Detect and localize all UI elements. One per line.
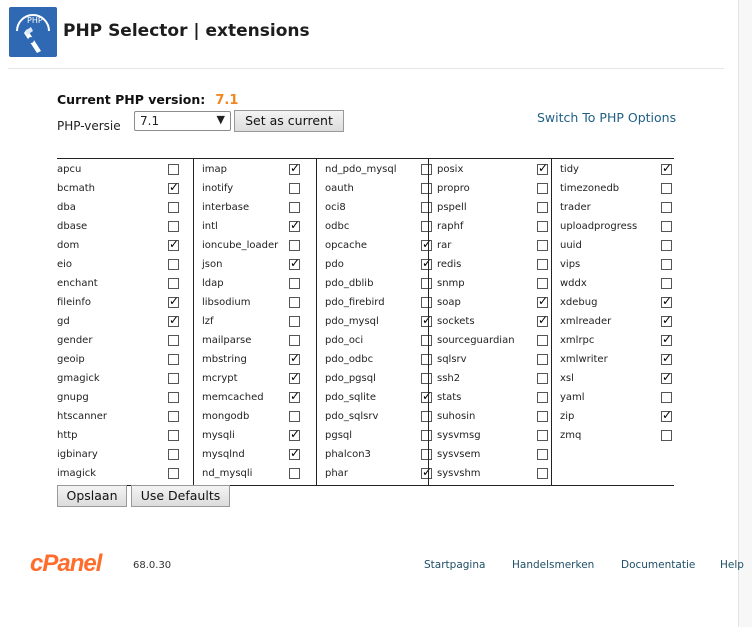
footer-link-documentatie[interactable]: Documentatie <box>621 559 696 571</box>
extension-name: zmq <box>560 430 582 441</box>
extension-item <box>552 198 675 217</box>
extension-item <box>552 369 675 388</box>
extension-checkbox[interactable] <box>661 392 672 403</box>
extension-checkbox[interactable] <box>537 392 548 403</box>
extension-name: nd_pdo_mysql <box>325 164 397 175</box>
extension-name: htscanner <box>57 411 108 422</box>
extension-item <box>317 293 429 312</box>
extension-item <box>57 217 193 236</box>
extension-name: mbstring <box>202 354 247 365</box>
extension-checkbox[interactable] <box>289 354 300 365</box>
extension-name: xsl <box>560 373 574 384</box>
extension-item <box>429 236 552 255</box>
extension-item <box>429 350 552 369</box>
extension-name: gmagick <box>57 373 100 384</box>
extension-item <box>429 407 552 426</box>
extension-item <box>57 198 193 217</box>
extension-item <box>429 312 552 331</box>
extension-checkbox[interactable] <box>289 430 300 441</box>
extensions-table <box>57 158 674 486</box>
extension-checkbox[interactable] <box>289 373 300 384</box>
extension-checkbox[interactable] <box>168 316 179 327</box>
extension-item <box>194 255 317 274</box>
extension-item <box>57 160 193 179</box>
extension-checkbox[interactable] <box>661 164 672 175</box>
extension-item <box>194 274 317 293</box>
extension-item <box>317 274 429 293</box>
extension-checkbox[interactable] <box>289 259 300 270</box>
extensions-column <box>193 159 317 485</box>
extension-name: intl <box>202 221 218 232</box>
extension-item <box>429 388 552 407</box>
extension-checkbox[interactable] <box>168 449 179 460</box>
extension-checkbox[interactable] <box>168 468 179 479</box>
extension-checkbox[interactable] <box>537 316 548 327</box>
extension-item <box>57 445 193 464</box>
extension-item <box>429 179 552 198</box>
extensions-column <box>551 159 675 485</box>
footer-link-handelsmerken[interactable]: Handelsmerken <box>512 559 595 571</box>
extension-item <box>552 217 675 236</box>
extension-checkbox[interactable] <box>661 240 672 251</box>
extension-item <box>57 369 193 388</box>
extension-name: mysqlnd <box>202 449 245 460</box>
extension-name: pdo_pgsql <box>325 373 376 384</box>
page-header <box>8 6 724 69</box>
extension-item <box>57 293 193 312</box>
extension-checkbox[interactable] <box>661 411 672 422</box>
extension-item <box>552 388 675 407</box>
extension-name: zip <box>560 411 575 422</box>
extension-checkbox[interactable] <box>168 411 179 422</box>
php-version-label: PHP-versie <box>57 119 121 133</box>
extension-name: mysqli <box>202 430 235 441</box>
extension-item <box>194 198 317 217</box>
extension-checkbox[interactable] <box>537 164 548 175</box>
extension-name: pdo_sqlite <box>325 392 377 403</box>
extension-name: pdo <box>325 259 344 270</box>
scrollbar[interactable] <box>738 0 752 627</box>
extension-name: pdo_mysql <box>325 316 379 327</box>
extension-name: mailparse <box>202 335 252 346</box>
save-button[interactable]: Opslaan <box>57 485 127 507</box>
extension-name: pdo_firebird <box>325 297 385 308</box>
extension-name: propro <box>437 183 470 194</box>
extension-item <box>317 198 429 217</box>
extension-name: pgsql <box>325 430 353 441</box>
extension-name: xmlwriter <box>560 354 608 365</box>
extension-name: oauth <box>325 183 354 194</box>
extension-name: mcrypt <box>202 373 238 384</box>
extension-item <box>552 331 675 350</box>
extension-item <box>194 217 317 236</box>
extension-item <box>552 426 675 445</box>
extension-name: pspell <box>437 202 467 213</box>
extension-name: enchant <box>57 278 98 289</box>
php-selector-logo <box>9 7 57 57</box>
extension-name: sockets <box>437 316 475 327</box>
extension-item <box>552 350 675 369</box>
extension-name: inotify <box>202 183 234 194</box>
extension-item <box>317 426 429 445</box>
extension-name: dbase <box>57 221 88 232</box>
extension-name: wddx <box>560 278 587 289</box>
extension-checkbox[interactable] <box>537 183 548 194</box>
extension-name: pdo_oci <box>325 335 364 346</box>
extension-checkbox[interactable] <box>537 430 548 441</box>
extension-checkbox[interactable] <box>537 411 548 422</box>
extension-item <box>317 445 429 464</box>
extension-name: gender <box>57 335 93 346</box>
extension-checkbox[interactable] <box>661 259 672 270</box>
extension-item <box>194 160 317 179</box>
extension-item <box>57 350 193 369</box>
footer-link-startpagina[interactable]: Startpagina <box>424 559 486 571</box>
extension-checkbox[interactable] <box>289 183 300 194</box>
current-version-label: Current PHP version: <box>57 92 206 107</box>
extension-item <box>57 179 193 198</box>
use-defaults-button[interactable]: Use Defaults <box>131 485 230 507</box>
extension-name: ioncube_loader <box>202 240 279 251</box>
extension-name: yaml <box>560 392 585 403</box>
extension-name: tidy <box>560 164 579 175</box>
extension-name: ssh2 <box>437 373 461 384</box>
extension-name: ldap <box>202 278 224 289</box>
extension-name: dba <box>57 202 76 213</box>
extension-name: odbc <box>325 221 350 232</box>
extension-item <box>429 274 552 293</box>
extension-checkbox[interactable] <box>168 354 179 365</box>
extension-item <box>57 312 193 331</box>
extension-checkbox[interactable] <box>168 259 179 270</box>
extension-checkbox[interactable] <box>537 354 548 365</box>
extension-checkbox[interactable] <box>289 278 300 289</box>
extension-item <box>317 388 429 407</box>
extension-item <box>317 350 429 369</box>
extension-item <box>194 464 317 483</box>
extension-item <box>57 331 193 350</box>
extension-checkbox[interactable] <box>661 354 672 365</box>
extension-name: opcache <box>325 240 368 251</box>
extension-item <box>429 445 552 464</box>
current-version-value: 7.1 <box>215 93 239 108</box>
extension-item <box>57 255 193 274</box>
extension-checkbox[interactable] <box>289 240 300 251</box>
extension-item <box>57 407 193 426</box>
extension-name: sysvmsg <box>437 430 481 441</box>
extension-name: sysvsem <box>437 449 481 460</box>
extension-item <box>552 236 675 255</box>
extension-name: soap <box>437 297 461 308</box>
extension-name: nd_mysqli <box>202 468 253 479</box>
extension-checkbox[interactable] <box>537 221 548 232</box>
extension-checkbox[interactable] <box>168 278 179 289</box>
extension-item <box>57 464 193 483</box>
extension-item <box>429 426 552 445</box>
extension-checkbox[interactable] <box>537 335 548 346</box>
extension-name: http <box>57 430 78 441</box>
extension-name: libsodium <box>202 297 251 308</box>
current-version-row <box>57 89 238 108</box>
extension-name: imap <box>202 164 227 175</box>
extension-checkbox[interactable] <box>168 240 179 251</box>
extension-item <box>552 274 675 293</box>
extension-checkbox[interactable] <box>168 430 179 441</box>
extension-checkbox[interactable] <box>661 183 672 194</box>
set-as-current-button[interactable]: Set as current <box>234 110 344 132</box>
extension-item <box>429 217 552 236</box>
extension-name: igbinary <box>57 449 98 460</box>
extension-name: xmlreader <box>560 316 612 327</box>
extension-checkbox[interactable] <box>168 335 179 346</box>
extension-name: sysvshm <box>437 468 481 479</box>
extension-name: imagick <box>57 468 97 479</box>
extension-name: posix <box>437 164 464 175</box>
extension-checkbox[interactable] <box>537 449 548 460</box>
extension-name: apcu <box>57 164 82 175</box>
extension-item <box>552 179 675 198</box>
extension-item <box>194 350 317 369</box>
extension-name: uploadprogress <box>560 221 638 232</box>
extension-item <box>194 407 317 426</box>
page-title: PHP Selector | extensions <box>63 21 310 41</box>
extension-checkbox[interactable] <box>537 240 548 251</box>
extension-name: sqlsrv <box>437 354 467 365</box>
extension-checkbox[interactable] <box>537 278 548 289</box>
extension-name: bcmath <box>57 183 95 194</box>
extension-checkbox[interactable] <box>289 221 300 232</box>
extension-name: geoip <box>57 354 85 365</box>
php-version-select[interactable] <box>134 111 231 131</box>
extension-name: raphf <box>437 221 464 232</box>
extension-name: stats <box>437 392 462 403</box>
extension-name: eio <box>57 259 73 270</box>
extension-item <box>317 369 429 388</box>
extension-checkbox[interactable] <box>661 335 672 346</box>
extension-item <box>429 369 552 388</box>
extension-item <box>194 236 317 255</box>
extension-name: suhosin <box>437 411 476 422</box>
extension-checkbox[interactable] <box>289 335 300 346</box>
extension-checkbox[interactable] <box>537 297 548 308</box>
extension-checkbox[interactable] <box>168 392 179 403</box>
extension-checkbox[interactable] <box>661 316 672 327</box>
extension-checkbox[interactable] <box>168 297 179 308</box>
extension-item <box>317 179 429 198</box>
extension-item <box>429 293 552 312</box>
extension-checkbox[interactable] <box>661 297 672 308</box>
extension-checkbox[interactable] <box>168 183 179 194</box>
extension-checkbox[interactable] <box>537 468 548 479</box>
extension-item <box>194 179 317 198</box>
extension-item <box>317 255 429 274</box>
extension-name: rar <box>437 240 452 251</box>
extension-item <box>429 331 552 350</box>
php-version-selected: 7.1 <box>140 114 160 128</box>
extension-item <box>57 426 193 445</box>
extensions-column <box>428 159 552 485</box>
extension-item <box>194 331 317 350</box>
extension-item <box>57 388 193 407</box>
extension-item <box>317 331 429 350</box>
extension-item <box>552 312 675 331</box>
extension-checkbox[interactable] <box>661 202 672 213</box>
extension-item <box>429 255 552 274</box>
extension-item <box>194 388 317 407</box>
extension-name: fileinfo <box>57 297 91 308</box>
extension-name: phalcon3 <box>325 449 371 460</box>
extension-name: uuid <box>560 240 582 251</box>
extension-name: gd <box>57 316 70 327</box>
extension-checkbox[interactable] <box>289 468 300 479</box>
extension-name: redis <box>437 259 462 270</box>
extension-checkbox[interactable] <box>289 411 300 422</box>
extension-checkbox[interactable] <box>661 430 672 441</box>
extension-item <box>194 312 317 331</box>
extension-checkbox[interactable] <box>168 373 179 384</box>
extension-name: json <box>202 259 223 270</box>
extension-checkbox[interactable] <box>289 164 300 175</box>
logo-text: PHP <box>27 16 43 25</box>
extension-name: pdo_sqlsrv <box>325 411 379 422</box>
extension-name: xmlrpc <box>560 335 595 346</box>
cpanel-logo: cPanel <box>30 550 102 577</box>
extension-name: dom <box>57 240 80 251</box>
extension-item <box>317 407 429 426</box>
extension-item <box>194 369 317 388</box>
extension-name: timezonedb <box>560 183 620 194</box>
extension-item <box>317 217 429 236</box>
extension-item <box>552 293 675 312</box>
extension-name: vips <box>560 259 581 270</box>
extension-item <box>552 255 675 274</box>
extension-name: sourceguardian <box>437 335 515 346</box>
extension-checkbox[interactable] <box>168 221 179 232</box>
extensions-column <box>316 159 429 485</box>
extension-item <box>552 160 675 179</box>
extension-checkbox[interactable] <box>537 202 548 213</box>
extension-name: gnupg <box>57 392 89 403</box>
extension-checkbox[interactable] <box>537 259 548 270</box>
footer-link-help[interactable]: Help <box>720 559 744 571</box>
cpanel-version: 68.0.30 <box>133 560 172 571</box>
extension-name: pdo_odbc <box>325 354 374 365</box>
extension-item <box>429 198 552 217</box>
extension-item <box>194 426 317 445</box>
extension-name: interbase <box>202 202 250 213</box>
extension-name: phar <box>325 468 348 479</box>
extension-name: pdo_dblib <box>325 278 374 289</box>
extension-item <box>317 236 429 255</box>
extension-name: trader <box>560 202 591 213</box>
extension-checkbox[interactable] <box>168 164 179 175</box>
extension-checkbox[interactable] <box>661 278 672 289</box>
extension-checkbox[interactable] <box>289 449 300 460</box>
extension-checkbox[interactable] <box>661 373 672 384</box>
extension-name: mongodb <box>202 411 250 422</box>
extensions-column <box>57 159 193 485</box>
extension-checkbox[interactable] <box>289 297 300 308</box>
extension-checkbox[interactable] <box>168 202 179 213</box>
chevron-down-icon: ▼ <box>216 113 225 126</box>
extension-item <box>317 464 429 483</box>
extension-checkbox[interactable] <box>661 221 672 232</box>
extension-item <box>194 445 317 464</box>
extension-name: xdebug <box>560 297 598 308</box>
extension-item <box>429 160 552 179</box>
extension-name: lzf <box>202 316 214 327</box>
extension-name: memcached <box>202 392 264 403</box>
extension-name: snmp <box>437 278 465 289</box>
extension-checkbox[interactable] <box>289 202 300 213</box>
extension-checkbox[interactable] <box>289 316 300 327</box>
extension-item <box>317 312 429 331</box>
switch-to-php-options-link[interactable]: Switch To PHP Options <box>537 110 677 125</box>
extension-item <box>57 236 193 255</box>
extension-item <box>552 407 675 426</box>
extension-item <box>317 160 429 179</box>
extension-checkbox[interactable] <box>289 392 300 403</box>
extension-name: oci8 <box>325 202 346 213</box>
extension-item <box>57 274 193 293</box>
extension-item <box>429 464 552 483</box>
extension-checkbox[interactable] <box>537 373 548 384</box>
extension-item <box>194 293 317 312</box>
